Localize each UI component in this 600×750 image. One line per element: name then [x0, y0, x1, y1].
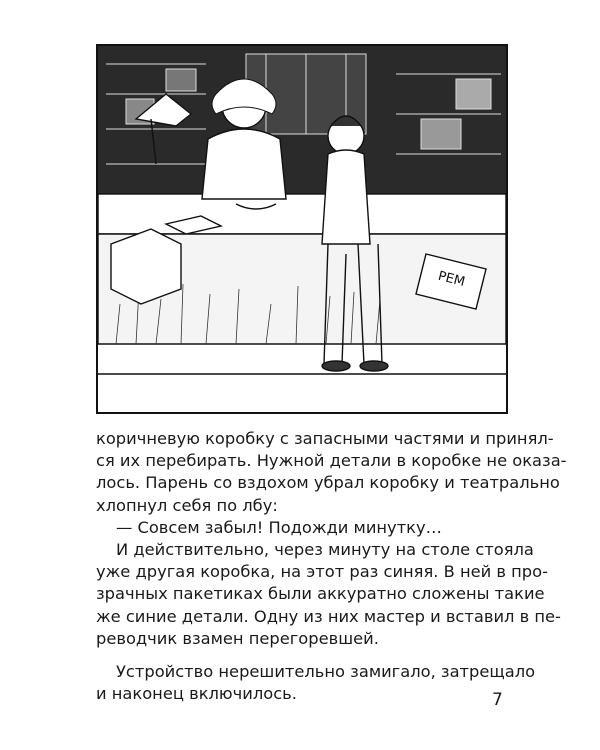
text-line: хлопнул себя по лбу:	[96, 495, 278, 515]
text-line: — Совсем забыл! Подожди минутку…	[116, 517, 442, 537]
text-line: Устройство нерешительно замигало, затрещало	[116, 662, 536, 682]
text-line: лось. Парень со вздохом убрал коробку и театрально	[96, 473, 560, 493]
body-text	[96, 428, 567, 705]
shop-sign-text: РЕМ	[436, 268, 467, 290]
text-line: реводчик взамен перегоревшей.	[96, 628, 379, 648]
text-line: ся их перебирать. Нужной детали в коробке не оказа-	[96, 451, 567, 471]
page-number: 7	[492, 690, 503, 710]
text-line: коричневую коробку с запасными частями и принял-	[96, 429, 554, 448]
book-illustration	[96, 44, 508, 414]
text-line: же синие детали. Одну из них мастер и вставил в пе-	[96, 606, 561, 626]
text-line: зрачных пакетиках были аккуратно сложены такие	[96, 584, 545, 604]
text-line: И действительно, через минуту на столе стояла	[116, 540, 534, 560]
text-line: уже другая коробка, на этот раз синяя. В ней в про-	[96, 562, 548, 582]
text-line: и наконец включилось.	[96, 684, 297, 704]
